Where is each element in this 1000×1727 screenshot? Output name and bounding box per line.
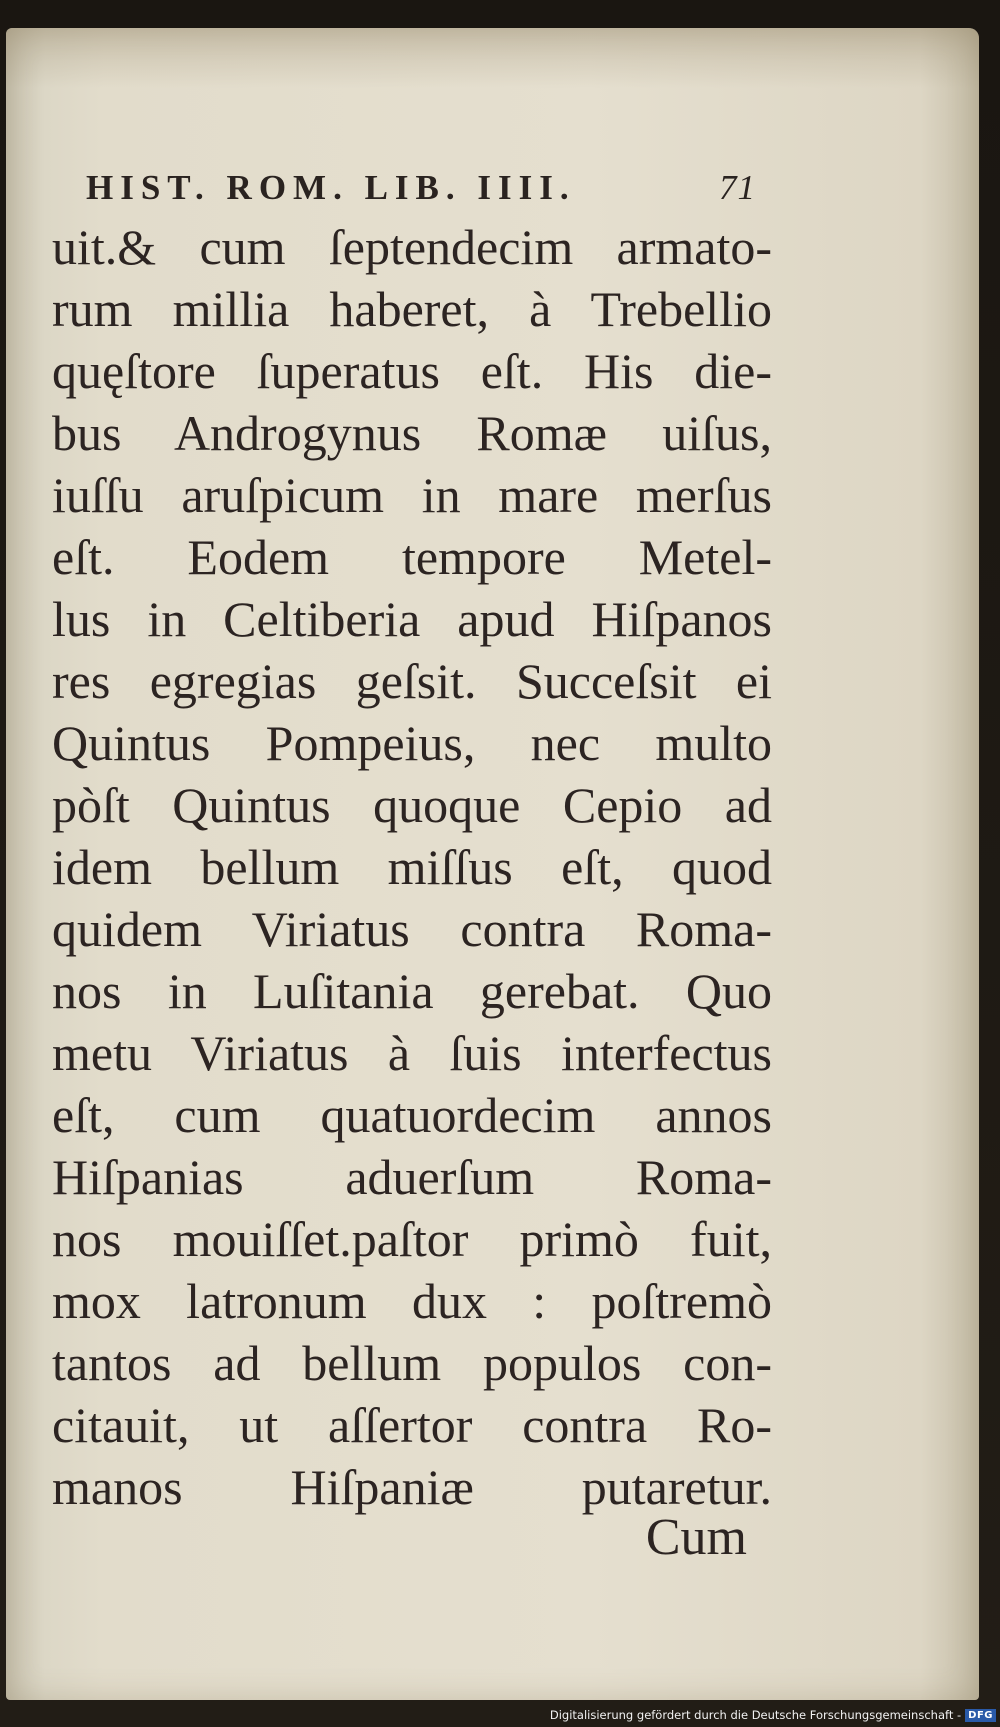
text-line: uit.& cum ſeptendecim armato- xyxy=(52,219,772,275)
page-number: 71 xyxy=(719,168,756,207)
text-line: mox latronum dux : poſtremò xyxy=(52,1273,772,1329)
text-line: pòſt Quintus quoque Cepio ad xyxy=(52,777,772,833)
text-line: Quintus Pompeius, nec multo xyxy=(52,715,772,771)
text-line: lus in Celtiberia apud Hiſpanos xyxy=(52,591,772,647)
text-line: metu Viriatus à ſuis interfectus xyxy=(52,1025,772,1081)
dfg-logo: DFG xyxy=(965,1709,996,1722)
text-line: bus Androgynus Romæ uiſus, xyxy=(52,405,772,461)
credit-text: Digitalisierung gefördert durch die Deutsche Forschungsgemeinschaft - xyxy=(549,1708,962,1722)
text-line: idem bellum miſſus eſt, quod xyxy=(52,839,772,895)
text-line: Hiſpanias aduerſum Roma- xyxy=(52,1149,772,1205)
catchword: Cum xyxy=(645,1509,747,1566)
text-line: nos mouiſſet.paſtor primò fuit, xyxy=(52,1211,772,1267)
digitization-credit xyxy=(550,1706,996,1724)
text-line: res egregias geſsit. Succeſsit ei xyxy=(52,653,772,709)
text-line: tantos ad bellum populos con- xyxy=(52,1335,772,1391)
text-line: nos in Luſitania gerebat. Quo xyxy=(52,963,772,1019)
text-line: manos Hiſpaniæ putaretur. xyxy=(52,1459,772,1515)
running-head-title: HIST. ROM. LIB. IIII. xyxy=(86,168,576,207)
text-line: quidem Viriatus contra Roma- xyxy=(52,901,772,957)
body-text xyxy=(52,216,772,1518)
text-line: eſt, cum quatuordecim annos xyxy=(52,1087,772,1143)
book-page xyxy=(6,28,979,1700)
text-line: rum millia haberet, à Trebellio xyxy=(52,281,772,337)
running-head xyxy=(86,168,756,208)
text-line: quęſtore ſuperatus eſt. His die- xyxy=(52,343,772,399)
text-line: iuſſu aruſpicum in mare merſus xyxy=(52,467,772,523)
text-line: citauit, ut aſſertor contra Ro- xyxy=(52,1397,772,1453)
text-line: eſt. Eodem tempore Metel- xyxy=(52,529,772,585)
